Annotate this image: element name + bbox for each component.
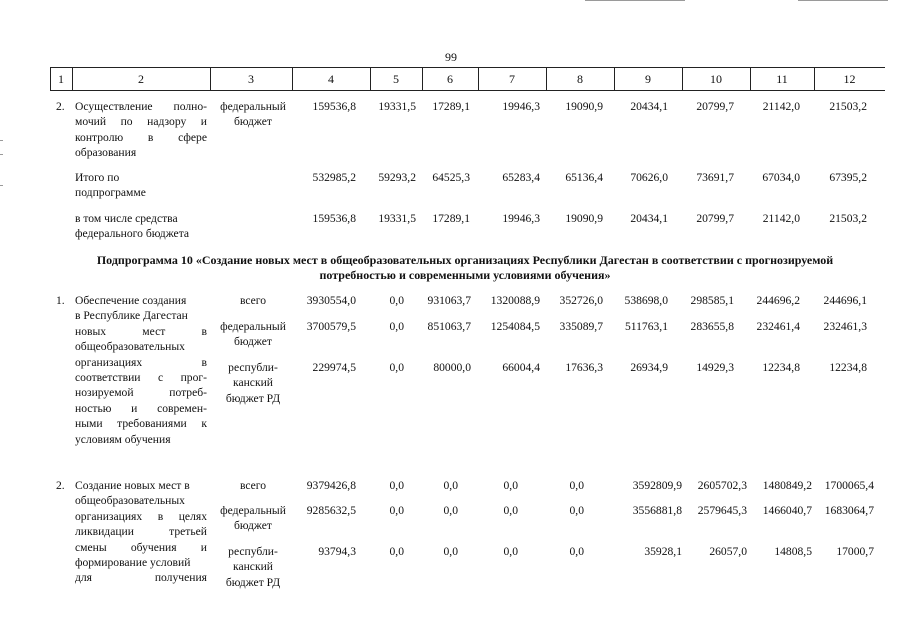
value-cell: 14929,3 (696, 361, 734, 374)
row-name-line: ностью и современ- (75, 401, 207, 415)
value-cell: 229974,5 (312, 361, 356, 374)
value-cell: 0,0 (503, 545, 518, 558)
value-cell: 232461,3 (823, 320, 867, 333)
value-cell: 0,0 (443, 545, 458, 558)
value-cell: 1480849,2 (762, 479, 812, 492)
value-cell: 283655,8 (690, 320, 734, 333)
scan-mark (0, 154, 3, 155)
row-number: 2. (56, 479, 65, 492)
value-cell: 0,0 (389, 361, 404, 374)
value-cell: 12234,8 (829, 361, 867, 374)
value-cell: 59293,2 (378, 171, 416, 184)
scan-mark (798, 0, 888, 1)
value-cell: 26057,0 (709, 545, 747, 558)
funding-source-line: канский (233, 560, 273, 574)
value-cell: 232461,4 (756, 320, 800, 333)
value-cell: 0,0 (569, 545, 584, 558)
value-cell: 0,0 (389, 320, 404, 333)
value-cell: 0,0 (389, 479, 404, 492)
funding-source (208, 319, 298, 350)
row-number: 2. (56, 100, 65, 113)
column-header: 12 (843, 71, 856, 86)
row-name (75, 99, 207, 161)
value-cell: 19946,3 (502, 100, 540, 113)
value-cell: 3700579,5 (306, 320, 356, 333)
value-cell: 17000,7 (836, 545, 874, 558)
value-cell: 159536,8 (312, 100, 356, 113)
value-cell: 19331,5 (378, 100, 416, 113)
funding-source-line: бюджет (234, 335, 272, 349)
value-cell: 0,0 (443, 479, 458, 492)
funding-source (208, 360, 298, 406)
subprogram-title-line: Подпрограмма 10 «Создание новых мест в общеобразовательных организациях Республики Дагестан в соответствии с прогнозируемой (96, 253, 834, 267)
value-cell: 14808,5 (774, 545, 812, 558)
page-number: 99 (445, 50, 457, 64)
row-name-line: организациях в целях (75, 509, 207, 523)
value-cell: 352726,0 (559, 294, 603, 307)
value-cell: 67034,0 (762, 171, 800, 184)
value-cell: 73691,7 (696, 171, 734, 184)
funding-source-line: бюджет (234, 519, 272, 533)
value-cell: 931063,7 (427, 294, 471, 307)
value-cell: 21503,2 (829, 212, 867, 225)
row-name (75, 211, 210, 242)
row-name-line: организациях в (75, 355, 207, 369)
value-cell: 17636,3 (565, 361, 603, 374)
value-cell: 19331,5 (378, 212, 416, 225)
row-name-line: нозируемой потреб- (75, 386, 207, 400)
value-cell: 0,0 (389, 294, 404, 307)
row-name-line: образования (75, 146, 137, 160)
row-number: 1. (56, 294, 65, 307)
column-header: 10 (710, 71, 722, 86)
funding-source-line: бюджет (234, 115, 272, 129)
funding-source (208, 503, 298, 534)
value-cell: 20434,1 (630, 212, 668, 225)
row-name-line: ликвидации третьей (75, 525, 207, 539)
value-cell: 9285632,5 (306, 504, 356, 517)
value-cell: 0,0 (569, 504, 584, 517)
value-cell: 93794,3 (318, 545, 356, 558)
funding-source (208, 99, 298, 130)
row-name-line: формирование условий (75, 556, 191, 570)
row-name-line: в Республике Дагестан (75, 309, 188, 323)
row-name (75, 170, 207, 201)
value-cell: 26934,9 (630, 361, 668, 374)
funding-source-line: бюджет РД (225, 391, 281, 405)
value-cell: 0,0 (569, 479, 584, 492)
value-cell: 159536,8 (312, 212, 356, 225)
row-name-line: Осуществление полно- (75, 100, 207, 113)
value-cell: 0,0 (389, 504, 404, 517)
value-cell: 244696,1 (823, 294, 867, 307)
row-name-line: общеобразовательных (75, 494, 185, 508)
funding-source-line: федеральный (220, 100, 286, 113)
funding-source-line: федеральный (220, 504, 286, 517)
value-cell: 19090,9 (565, 100, 603, 113)
value-cell: 538698,0 (624, 294, 668, 307)
column-header: 6 (447, 71, 453, 86)
scan-mark (0, 185, 3, 186)
value-cell: 298585,1 (690, 294, 734, 307)
row-name-line: федерального бюджета (75, 227, 190, 241)
value-cell: 851063,7 (427, 320, 471, 333)
row-name-line: Итого по (75, 171, 120, 184)
value-cell: 9379426,8 (306, 479, 356, 492)
value-cell: 2579645,3 (697, 504, 747, 517)
value-cell: 20434,1 (630, 100, 668, 113)
value-cell: 19090,9 (565, 212, 603, 225)
funding-source-line: всего (239, 479, 267, 492)
row-name (75, 293, 207, 447)
value-cell: 19946,3 (502, 212, 540, 225)
value-cell: 0,0 (503, 504, 518, 517)
subprogram-title (20, 253, 905, 283)
row-name-line: общеобразовательных (75, 340, 185, 354)
column-header: 2 (138, 71, 144, 86)
funding-source-line: республи- (228, 361, 278, 374)
row-name-line: ными требованиями к (75, 417, 207, 431)
scan-mark (585, 0, 685, 1)
column-header: 8 (577, 71, 583, 86)
value-cell: 21142,0 (762, 212, 800, 225)
value-cell: 64525,3 (432, 171, 470, 184)
value-cell: 1700065,4 (824, 479, 874, 492)
funding-source-line: республи- (228, 545, 278, 558)
value-cell: 3556881,8 (632, 504, 682, 517)
value-cell: 17289,1 (432, 212, 470, 225)
value-cell: 70626,0 (630, 171, 668, 184)
column-header: 4 (328, 71, 334, 86)
value-cell: 0,0 (503, 479, 518, 492)
row-name-line: Обеспечение создания (75, 294, 187, 307)
funding-source (208, 544, 298, 590)
value-cell: 3592809,9 (632, 479, 682, 492)
row-name-line: в том числе средства (75, 212, 178, 225)
value-cell: 65283,4 (502, 171, 540, 184)
value-cell: 532985,2 (312, 171, 356, 184)
funding-source-line: федеральный (220, 320, 286, 333)
row-name-line: мочий по надзору и (75, 115, 207, 129)
value-cell: 1466040,7 (762, 504, 812, 517)
value-cell: 65136,4 (565, 171, 603, 184)
funding-source-line: бюджет РД (225, 575, 281, 589)
value-cell: 511763,1 (624, 320, 668, 333)
row-name-line: новых мест в (75, 324, 207, 338)
funding-source (208, 293, 298, 308)
column-header: 1 (58, 71, 64, 86)
value-cell: 66004,4 (502, 361, 540, 374)
value-cell: 1683064,7 (824, 504, 874, 517)
value-cell: 20799,7 (696, 212, 734, 225)
funding-source-line: всего (239, 294, 267, 307)
value-cell: 21142,0 (762, 100, 800, 113)
value-cell: 12234,8 (762, 361, 800, 374)
row-name-line: соответствии с прог- (75, 371, 207, 385)
value-cell: 1254084,5 (490, 320, 540, 333)
value-cell: 67395,2 (829, 171, 867, 184)
column-header: 9 (645, 71, 651, 86)
scan-mark (0, 140, 3, 141)
value-cell: 244696,2 (756, 294, 800, 307)
row-name-line: подпрограмме (75, 186, 146, 200)
value-cell: 35928,1 (644, 545, 682, 558)
value-cell: 80000,0 (433, 361, 471, 374)
column-header: 3 (248, 71, 254, 86)
value-cell: 17289,1 (432, 100, 470, 113)
row-name-line: условиям обучения (75, 432, 171, 446)
value-cell: 3930554,0 (306, 294, 356, 307)
column-header: 7 (509, 71, 515, 86)
column-header: 11 (776, 71, 788, 86)
column-header: 5 (393, 71, 399, 86)
value-cell: 0,0 (443, 504, 458, 517)
value-cell: 21503,2 (829, 100, 867, 113)
header-bottom-border (50, 90, 885, 91)
value-cell: 335089,7 (559, 320, 603, 333)
row-name-line: контролю в сфере (75, 130, 207, 144)
value-cell: 2605702,3 (697, 479, 747, 492)
row-name-line: Создание новых мест в (75, 479, 190, 492)
value-cell: 20799,7 (696, 100, 734, 113)
value-cell: 1320088,9 (490, 294, 540, 307)
value-cell: 0,0 (389, 545, 404, 558)
funding-source-line: канский (233, 376, 273, 390)
funding-source (208, 478, 298, 493)
row-name-line: для получения (75, 571, 207, 585)
subprogram-title-line: потребностью и современными условиями обучения» (319, 268, 611, 282)
row-name (75, 478, 207, 586)
row-name-line: смены обучения и (75, 540, 207, 554)
